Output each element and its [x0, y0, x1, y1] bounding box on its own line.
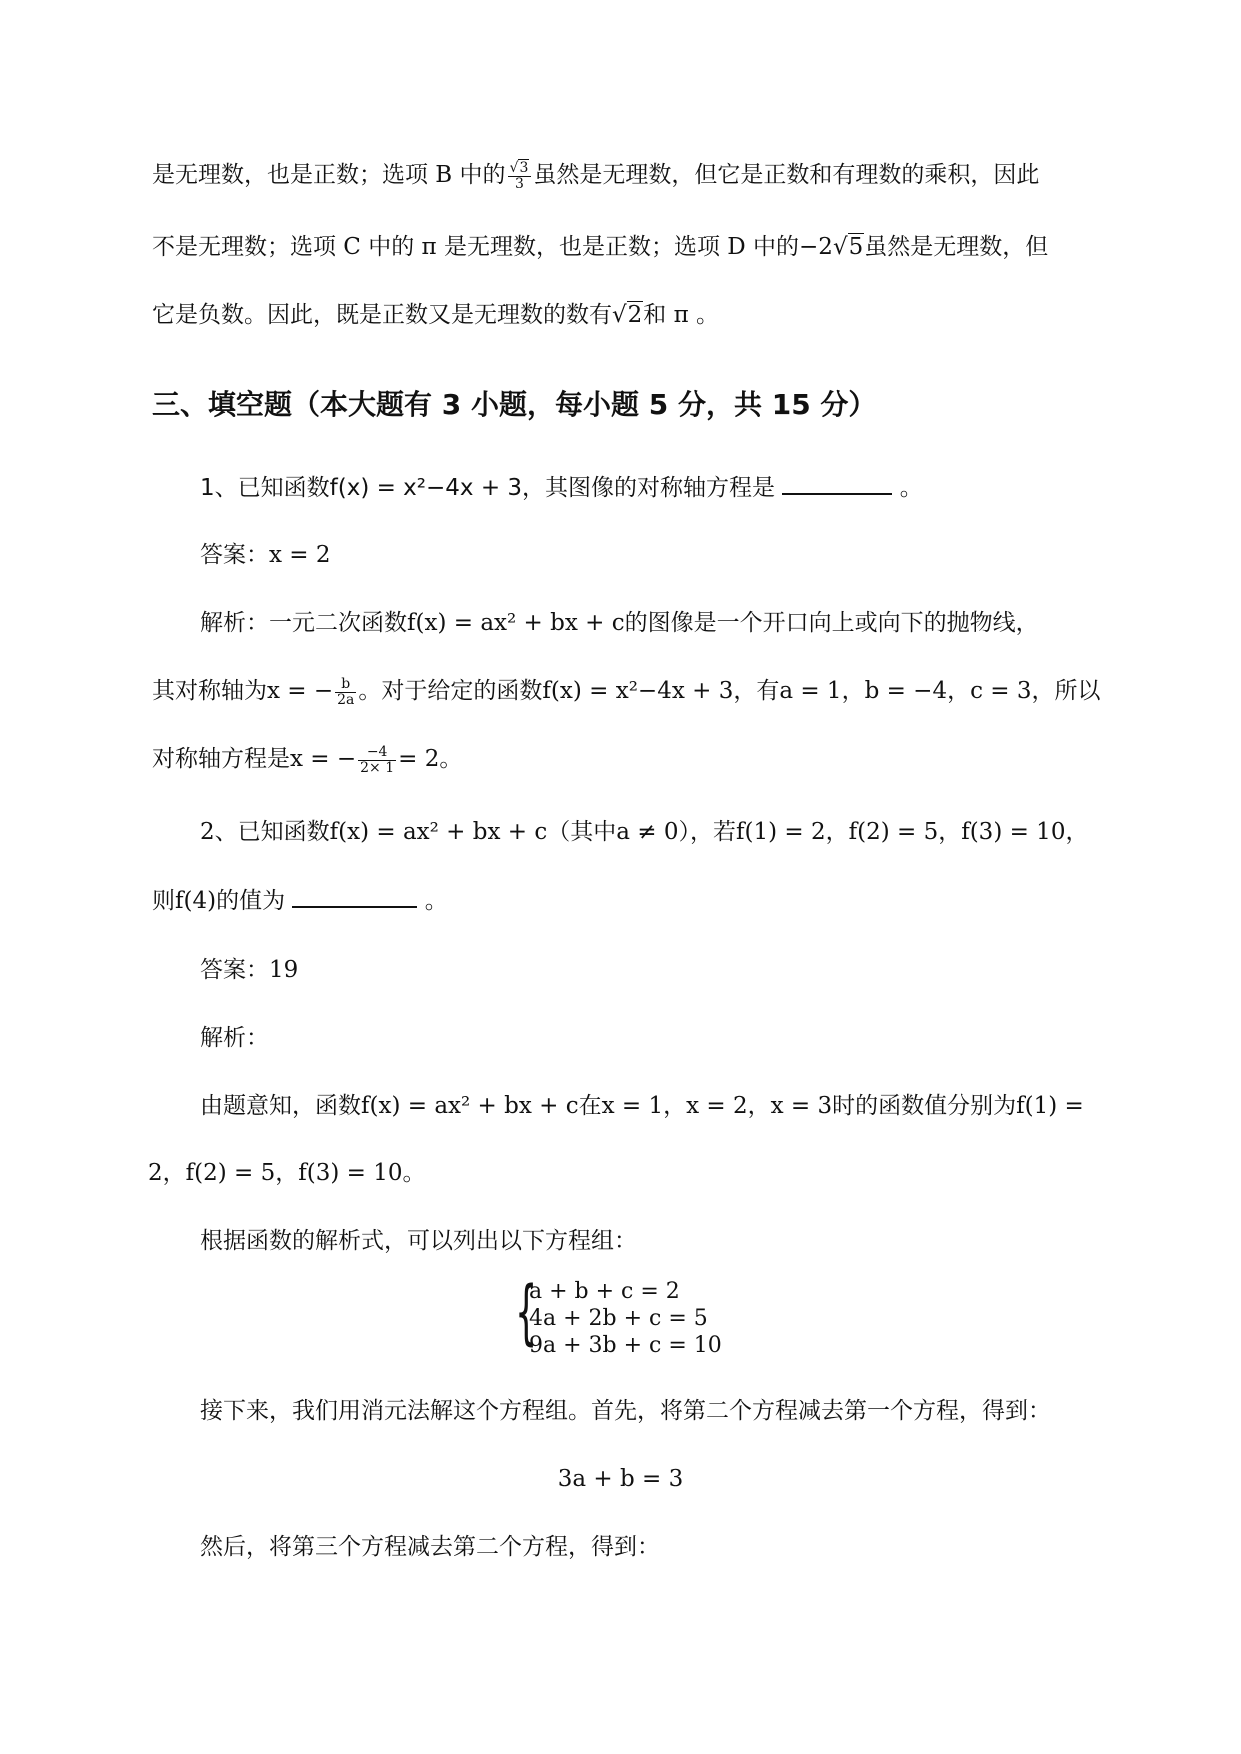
q1-answer-blank: [782, 475, 892, 495]
elimination-text: 接下来，我们用消元法解这个方程组。首先，将第二个方程减去第一个方程，得到：: [200, 1398, 1051, 1424]
equation-system: [515, 1271, 722, 1359]
q1-analysis-line-3: 对称轴方程是x = − $\frac{-4}{2\times 1}$ = 2。: [152, 743, 463, 776]
q1-analysis-line-2: 其对称轴为x = − $\frac{b}{2a}$ 。对于给定的函数f(x) = x²−4x + 3，有a = 1，b = −4，c = 3，所以: [152, 675, 1101, 708]
q1-analysis-line-1: 解析：一元二次函数f(x) = ax² + bx + c的图像是一个开口向上或向下的抛物线，: [200, 610, 1039, 636]
sqrt-5: √5: [832, 234, 864, 260]
system-equation-3: 9a + 3b + c = 10: [529, 1333, 722, 1358]
left-brace: {: [515, 1271, 538, 1353]
derived-equation-1: 3a + b = 3: [557, 1466, 684, 1492]
q2-answer: 答案：19: [200, 957, 299, 983]
fraction-sqrt3-over-3: $\frac{√3}{3}$: [508, 161, 532, 192]
q2-answer-blank: [292, 888, 417, 908]
q1-question: 1、已知函数f(x) = x²−4x + 3，其图像的对称轴方程是 。: [200, 475, 923, 501]
q1-answer: 答案：x = 2: [200, 542, 331, 568]
q2-analysis-line-3: 根据函数的解析式，可以列出以下方程组：: [200, 1228, 637, 1254]
system-equation-1: a + b + c = 2: [529, 1279, 680, 1304]
next-step-text: 然后，将第三个方程减去第二个方程，得到：: [200, 1534, 660, 1560]
prev-paragraph-line-3: 它是负数。因此，既是正数又是无理数的数有√2和 π 。: [152, 299, 719, 331]
q2-analysis-line-1: 由题意知，函数f(x) = ax² + bx + c在x = 1，x = 2，x = 3时的函数值分别为f(1) =: [200, 1093, 1084, 1119]
q2-question-line-1: 2、已知函数f(x) = ax² + bx + c（其中a ≠ 0），若f(1) = 2，f(2) = 5，f(3) = 10，: [200, 819, 1089, 845]
prev-paragraph-line-2: 不是无理数；选项 C 中的 π 是无理数，也是正数；选项 D 中的−2√5虽然是无理数，但: [152, 231, 1048, 263]
section-title: 三、填空题（本大题有 3 小题，每小题 5 分，共 15 分）: [152, 388, 877, 421]
prev-paragraph-line-1: 是无理数，也是正数；选项 B 中的 $\frac{√3}{3}$ 虽然是无理数，但它是正数和有理数的乘积，因此: [152, 159, 1040, 192]
q2-analysis-label: 解析：: [200, 1025, 269, 1051]
system-equation-2: 4a + 2b + c = 5: [529, 1306, 708, 1331]
fraction-neg4-over-2x1: $\frac{-4}{2\times 1}$: [360, 743, 395, 776]
fraction-b-over-2a: $\frac{b}{2a}$: [337, 675, 355, 708]
q2-question-line-2: 则f(4)的值为 。: [152, 888, 448, 914]
sqrt-2: √2: [612, 302, 643, 328]
q2-analysis-line-2: 2，f(2) = 5，f(3) = 10。: [148, 1160, 426, 1186]
